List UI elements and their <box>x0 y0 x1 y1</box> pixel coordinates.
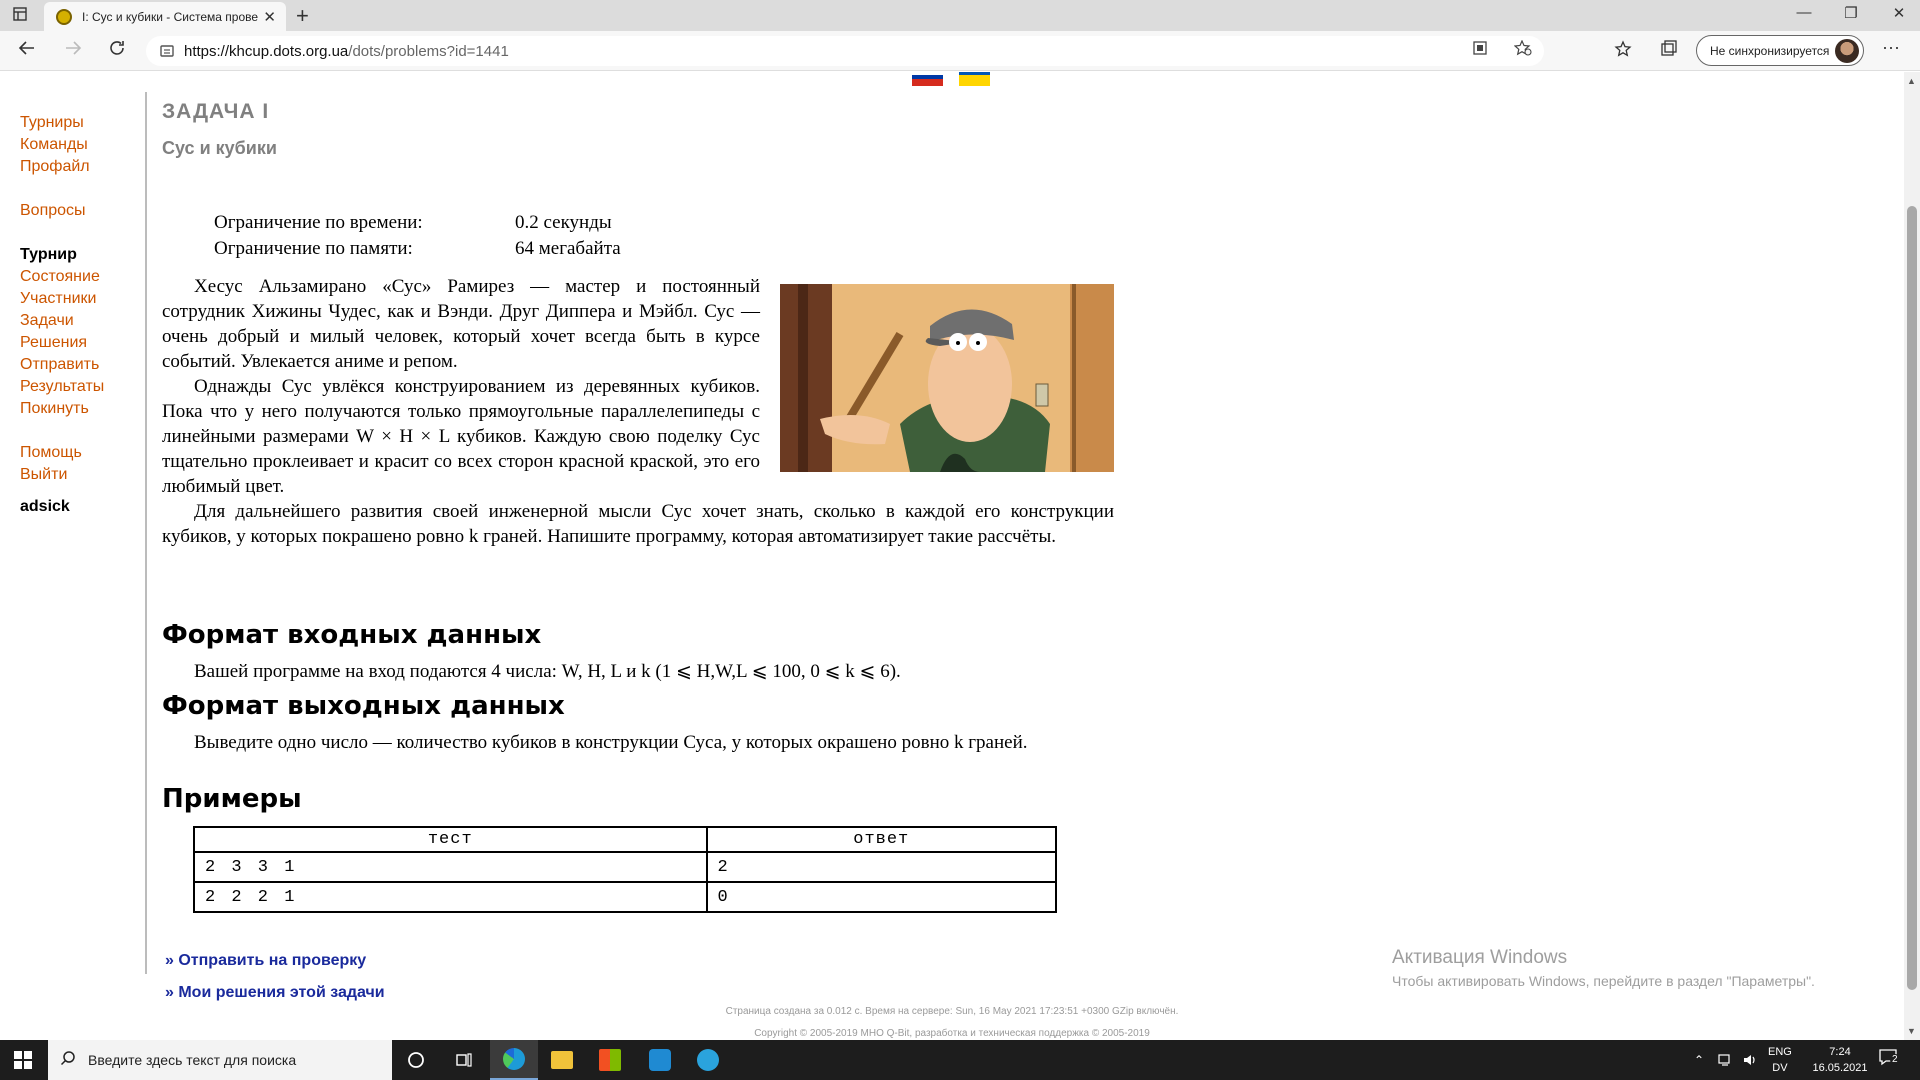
site-info-icon[interactable] <box>160 42 174 61</box>
username: adsick <box>20 498 70 515</box>
immersive-reader-icon[interactable] <box>1472 40 1488 60</box>
sidebar-item-status[interactable]: Состояние <box>20 268 100 285</box>
problem-content <box>162 100 1122 1001</box>
submit-solution-link[interactable]: » Отправить на проверку <box>165 952 367 969</box>
scroll-down-icon[interactable]: ▼ <box>1907 1026 1916 1036</box>
url-path: /dots/problems?id=1441 <box>348 42 509 60</box>
forward-button[interactable] <box>60 39 86 63</box>
tray-chevron-icon[interactable]: ⌃ <box>1694 1053 1705 1067</box>
page-footer-timing: Страница создана за 0.012 с. Время на сервере: Sun, 16 May 2021 17:23:51 +0300 GZip включён. <box>725 1006 1179 1017</box>
column-header-answer: ответ <box>707 827 1056 852</box>
sidebar-item-logout[interactable]: Выйти <box>20 466 68 483</box>
volume-icon[interactable] <box>1742 1040 1758 1080</box>
time-limit-value: 0.2 секунды <box>515 212 612 233</box>
example-test-cell: 2 3 3 1 <box>194 852 707 882</box>
sidebar-item-help[interactable]: Помощь <box>20 444 82 461</box>
examples-heading: Примеры <box>162 784 302 814</box>
memory-limit-label: Ограничение по памяти: <box>214 238 413 259</box>
sidebar-item-questions[interactable]: Вопросы <box>20 202 86 219</box>
settings-more-button[interactable]: ··· <box>1882 37 1900 57</box>
avatar <box>1835 39 1859 63</box>
problem-title: Сус и кубики <box>162 138 277 158</box>
url-host: https://khcup.dots.org.ua <box>184 42 349 60</box>
taskbar-clock[interactable] <box>1800 1044 1880 1076</box>
sync-status-label: Не синхронизируется <box>1710 43 1830 58</box>
column-header-test: тест <box>194 827 707 852</box>
tab-actions-icon[interactable] <box>12 6 32 26</box>
collections-icon[interactable] <box>1660 40 1678 63</box>
maximize-button[interactable]: ❐ <box>1844 5 1858 22</box>
profile-sync-button[interactable] <box>1696 35 1864 66</box>
tab-title: I: Сус и кубики - Система прове <box>82 9 259 24</box>
back-button[interactable] <box>14 39 40 63</box>
notification-center-icon[interactable] <box>1878 1048 1898 1071</box>
browser-toolbar <box>0 31 1920 71</box>
telegram-icon[interactable] <box>684 1040 732 1080</box>
time-limit-label: Ограничение по времени: <box>214 212 423 233</box>
favorites-icon[interactable] <box>1614 40 1632 63</box>
sidebar-item-participants[interactable]: Участники <box>20 290 97 307</box>
windows-start-icon[interactable] <box>14 1051 32 1069</box>
sidebar-item-profile[interactable]: Профайл <box>20 158 90 175</box>
sidebar-item-tournaments[interactable]: Турниры <box>20 114 84 131</box>
table-row <box>194 852 1056 882</box>
search-placeholder: Введите здесь текст для поиска <box>88 1052 297 1068</box>
minimize-button[interactable]: — <box>1796 4 1812 21</box>
browser-tab-active[interactable] <box>44 2 286 31</box>
table-row <box>194 882 1056 912</box>
task-view-icon[interactable] <box>440 1040 488 1080</box>
edge-browser-icon[interactable] <box>490 1040 538 1080</box>
statement-paragraph-3: Для дальнейшего развития своей инженерной мысли Сус хочет знать, сколько в каждой его конструкции кубиков, у которых покрашено ровно k граней. Напишите программу, которая автоматизирует такие рассчёты. <box>162 501 1114 547</box>
sidebar-item-problems[interactable]: Задачи <box>20 312 74 329</box>
vscode-icon[interactable] <box>636 1040 684 1080</box>
sidebar-menu <box>20 112 140 516</box>
scroll-up-icon[interactable]: ▲ <box>1907 76 1916 86</box>
sidebar-divider <box>145 92 147 974</box>
language-code: ENG <box>1768 1046 1792 1058</box>
windows-taskbar <box>0 1040 1920 1080</box>
file-explorer-icon[interactable] <box>538 1040 586 1080</box>
network-icon[interactable] <box>1718 1040 1734 1080</box>
clock-time: 7:24 <box>1829 1046 1851 1058</box>
tab-close-button[interactable]: ✕ <box>263 9 276 26</box>
watermark-subtitle: Чтобы активировать Windows, перейдите в раздел "Параметры". <box>1392 973 1815 989</box>
problem-number: ЗАДАЧА I <box>162 100 270 123</box>
sidebar-item-teams[interactable]: Команды <box>20 136 88 153</box>
sidebar-section-tournament: Турнир <box>20 246 77 263</box>
address-bar[interactable] <box>146 36 1544 66</box>
input-language-indicator[interactable] <box>1768 1044 1792 1076</box>
input-format-heading: Формат входных данных <box>162 620 542 650</box>
notification-count: 2 <box>1892 1054 1898 1065</box>
table-header-row <box>194 827 1056 852</box>
sidebar-item-submit[interactable]: Отправить <box>20 356 100 373</box>
my-solutions-link[interactable]: » Мои решения этой задачи <box>165 984 385 1001</box>
search-icon <box>60 1050 76 1071</box>
example-test-cell: 2 2 2 1 <box>194 882 707 912</box>
problem-statement <box>162 274 1114 549</box>
reload-button[interactable] <box>104 39 130 63</box>
clock-date: 16.05.2021 <box>1812 1062 1868 1074</box>
keyboard-layout: DV <box>1772 1062 1788 1074</box>
statement-paragraph-1: Хесус Альзамирано «Сус» Рамирез — мастер и постоянный сотрудник Хижины Чудес, как и Вэнди. Друг Диппера и Мэйбл. Сус — очень добрый и милый человек, который хочет всегда быть в курсе событий. Увлекается аниме и репом. <box>162 276 760 372</box>
add-favorite-icon[interactable] <box>1514 40 1532 60</box>
sidebar-item-solutions[interactable]: Решения <box>20 334 88 351</box>
new-tab-button[interactable]: + <box>296 3 309 28</box>
cortana-icon[interactable] <box>392 1040 440 1080</box>
taskbar-search-input[interactable] <box>48 1040 392 1080</box>
close-window-button[interactable]: ✕ <box>1892 5 1906 22</box>
russian-flag-icon[interactable] <box>912 72 943 86</box>
microsoft-store-icon[interactable] <box>586 1040 634 1080</box>
page-scrollbar[interactable] <box>1904 72 1920 1040</box>
watermark-title: Активация Windows <box>1392 947 1568 968</box>
sidebar-item-results[interactable]: Результаты <box>20 378 105 395</box>
example-answer-cell: 2 <box>707 852 1056 882</box>
ukrainian-flag-icon[interactable] <box>959 72 990 86</box>
language-flags <box>912 72 990 86</box>
page-viewport <box>0 72 1904 1040</box>
output-format-heading: Формат выходных данных <box>162 691 565 721</box>
output-format-text: Выведите одно число — количество кубиков в конструкции Суса, у которых окрашено ровно k граней. <box>194 732 1028 753</box>
memory-limit-value: 64 мегабайта <box>515 238 621 259</box>
statement-paragraph-2: Однажды Сус увлёкся конструированием из деревянных кубиков. Пока что у него получаются только прямоугольные параллелепипеды с линейными размерами W × H × L кубиков. Каждую свою поделку Сус тщательно проклеивает и красит со всех сторон красной краской, это его любимый цвет. <box>162 376 760 497</box>
problem-limits <box>214 210 621 262</box>
windows-activation-watermark <box>1392 947 1815 989</box>
page-footer-copyright: Copyright © 2005-2019 МНО Q-Bit, разработка и техническая поддержка © 2005-2019 <box>754 1028 1150 1039</box>
examples-table <box>193 826 1057 913</box>
site-favicon-icon <box>56 9 72 25</box>
browser-tab-bar <box>0 0 1920 31</box>
input-format-text: Вашей программе на вход подаются 4 числа: W, H, L и k (1 ⩽ H,W,L ⩽ 100, 0 ⩽ k ⩽ 6). <box>194 661 901 682</box>
example-answer-cell: 0 <box>707 882 1056 912</box>
sidebar-item-leave[interactable]: Покинуть <box>20 400 89 417</box>
scrollbar-thumb[interactable] <box>1907 206 1917 990</box>
